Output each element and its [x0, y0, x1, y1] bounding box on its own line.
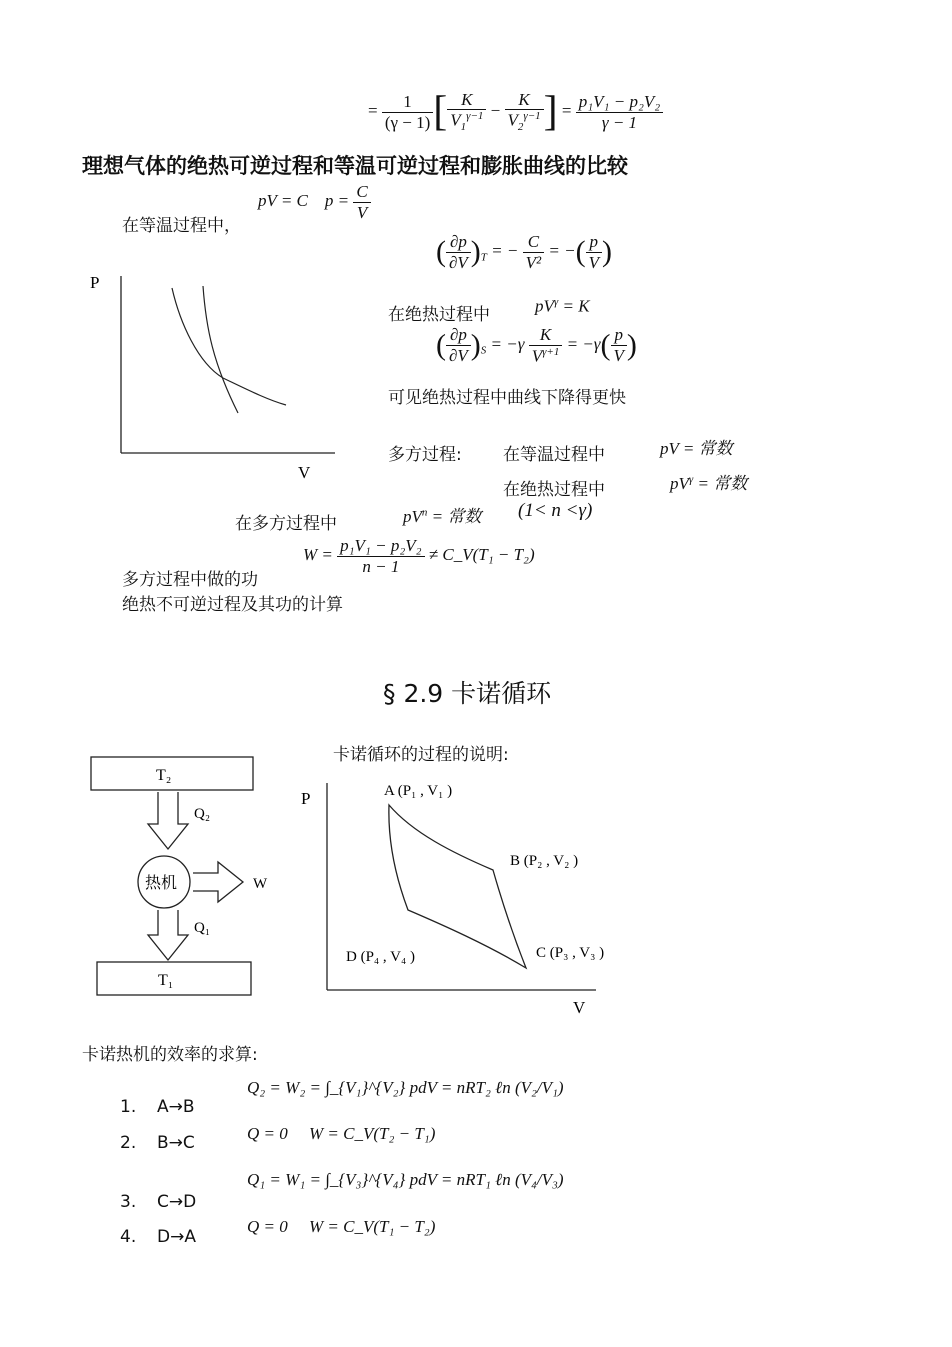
isothermal-equation: pV = C p = $\frac{C}{V}$	[258, 182, 371, 222]
point-a-label: A (P₁ , V₁ )	[384, 783, 453, 799]
point-d-label: D (P₄ , V₄ )	[346, 949, 415, 965]
efficiency-label: 卡诺热机的效率的求算:	[82, 1045, 258, 1065]
heat-out-label: Q₁	[194, 920, 211, 936]
cycle-path	[389, 805, 526, 968]
hot-reservoir	[91, 757, 253, 790]
step-1-formula: Q₂ = W₂ = ∫_{V₁}^{V₂} pdV = nRT₂ ℓn (V₂/V₁)	[247, 1078, 564, 1097]
polytropic-iso-label: 在等温过程中	[503, 445, 605, 465]
carnot-cycle-graph	[298, 775, 638, 1020]
step-4-index: 4.	[120, 1227, 137, 1247]
irreversible-label: 绝热不可逆过程及其功的计算	[122, 595, 343, 615]
engine-label: 热机	[145, 873, 178, 892]
graph-y-label: P	[90, 273, 100, 292]
polytropic-label: 多方过程:	[388, 445, 462, 465]
heat-engine-diagram	[88, 752, 288, 1002]
heading-comparison: 理想气体的绝热可逆过程和等温可逆过程和膨胀曲线的比较	[82, 154, 628, 178]
cold-reservoir	[97, 962, 251, 995]
polytropic-adi-eq: $pV^\gamma$ = 常数	[670, 473, 748, 493]
heat-out-arrow	[148, 910, 188, 960]
step-3-path: C→D	[157, 1192, 197, 1212]
cycle-x-label: V	[573, 998, 586, 1017]
adiabatic-equation: $pV^\gamma = K$	[535, 296, 590, 316]
heat-in-label: Q₂	[194, 806, 211, 822]
polytropic-poly-label: 在多方过程中	[235, 514, 337, 534]
point-b-label: B (P₂ , V₂ )	[510, 853, 579, 869]
graph-x-label: V	[298, 463, 311, 482]
step-1-path: A→B	[157, 1097, 195, 1117]
step-4-formula: Q = 0 W = C_V(T₁ − T₂)	[247, 1217, 436, 1236]
step-4-path: D→A	[157, 1227, 196, 1247]
adiabatic-derivative: ( $\frac{\partial p}{\partial V}$ )$_S = -\gamma$ $\frac{K}{V^{\gamma+1}}$ = −γ( $\frac{p}{V}$ )	[436, 325, 637, 366]
step-3-formula: Q₁ = W₁ = ∫_{V₃}^{V₄} pdV = nRT₁ ℓn (V₄/V₃)	[247, 1170, 564, 1189]
hot-reservoir-label: T₂	[156, 767, 172, 784]
adiabatic-label: 在绝热过程中	[388, 305, 490, 325]
step-2-path: B→C	[157, 1133, 195, 1153]
adiabatic-curve	[203, 286, 238, 413]
work-formula-header: = $\frac{1}{(\gamma - 1)}$ [ $\frac{K}{V_1^{\gamma-1}}$ − $\frac{K}{V_2^{\gamma-1}}$ ] = $\frac{\text{p₁V₁ − p₂V₂}}{\gamma - 1}$	[368, 88, 663, 136]
point-c-label: C (P₃ , V₃ )	[536, 945, 605, 961]
work-label: W	[253, 876, 268, 892]
step-3-index: 3.	[120, 1192, 137, 1212]
cold-reservoir-label: T₁	[158, 972, 174, 989]
step-2-index: 2.	[120, 1133, 137, 1153]
adiabatic-conclusion: 可见绝热过程中曲线下降得更快	[388, 388, 626, 408]
isothermal-derivative: ( $\frac{\partial p}{\partial V}$ )$_T$ = − $\frac{C}{\text{V²}}$ = −( $\frac{p}{V}$ )	[436, 232, 612, 272]
work-arrow	[193, 862, 243, 902]
heat-in-arrow	[148, 792, 188, 849]
step-2-formula: Q = 0 W = C_V(T₂ − T₁)	[247, 1124, 436, 1143]
polytropic-adi-label: 在绝热过程中	[503, 480, 605, 500]
polytropic-work-label: 多方过程中做的功	[122, 570, 258, 590]
isothermal-label: 在等温过程中，	[122, 216, 241, 236]
polytropic-range: (1< n <γ)	[518, 500, 593, 521]
pv-comparison-graph	[88, 268, 348, 483]
isothermal-curve	[172, 288, 286, 405]
polytropic-iso-eq: pV = 常数	[660, 439, 733, 458]
polytropic-poly-eq: $pV^n$ = 常数	[403, 506, 482, 526]
cycle-y-label: P	[301, 789, 311, 808]
carnot-explain-label: 卡诺循环的过程的说明:	[333, 745, 509, 765]
section-title: § 2.9 卡诺循环	[383, 679, 552, 708]
step-1-index: 1.	[120, 1097, 137, 1117]
polytropic-work-formula: W = $\frac{\text{p₁V₁ − p₂V₂}}{n - 1}$ ≠ C_V(T₁ − T₂)	[303, 536, 535, 576]
